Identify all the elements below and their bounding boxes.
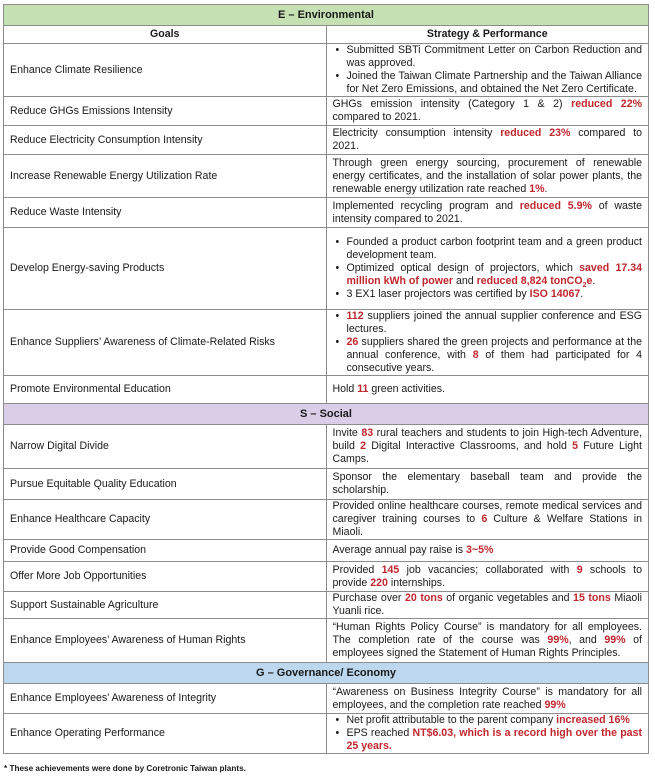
section-header-social xyxy=(4,404,649,425)
strategy-cell xyxy=(326,155,649,198)
highlight-value: NT$6.03, which is a record high over the past 25 years. xyxy=(346,727,642,752)
strategy-text: Culture & Welfare Stations in Miaoli. xyxy=(332,513,642,538)
strategy-text: Electricity consumption intensity xyxy=(332,127,501,139)
table-row xyxy=(4,469,649,500)
strategy-text: “Awareness on Business Integrity Course” is mandatory for all employees, and the completion rate reached xyxy=(332,685,642,711)
strategy-text: . xyxy=(544,182,548,195)
highlight-value: reduced 8,824 tonCO xyxy=(476,275,583,287)
goal-cell: Reduce Waste Intensity xyxy=(4,198,327,228)
table-row xyxy=(4,198,649,228)
strategy-text: Invite xyxy=(332,427,362,439)
highlight-value: 8 xyxy=(472,349,479,361)
bullet-item xyxy=(333,727,643,753)
goal-cell: Offer More Job Opportunities xyxy=(4,562,327,592)
strategy-text: of them had participated for 4 consecutive years. xyxy=(346,349,643,374)
strategy-text: suppliers shared the green projects and performance at the annual conference, with xyxy=(346,336,642,361)
goal-cell: Enhance Healthcare Capacity xyxy=(4,500,327,540)
strategy-text: schools to provide xyxy=(332,563,642,589)
section-header-environmental xyxy=(4,5,649,26)
highlight-value: 99% xyxy=(604,634,626,646)
footnote: * These achievements were done by Coretronic Taiwan plants. xyxy=(4,764,246,773)
strategy-text: internships. xyxy=(387,576,446,589)
strategy-text: rural teachers and students to join High-tech Adventure, build xyxy=(332,427,642,452)
table-row xyxy=(4,155,649,198)
highlight-value: 26 xyxy=(346,336,359,348)
section-header-governance xyxy=(4,663,649,684)
highlight-value: 3~5% xyxy=(466,544,494,556)
highlight-value: 11 xyxy=(357,383,369,395)
strategy-text: Through green energy sourcing, procurement of renewable energy certificates, and the installation of solar power plants, the renewable energy utilization rate reached xyxy=(332,156,642,195)
bullet-item xyxy=(333,288,643,301)
strategy-cell xyxy=(326,619,649,663)
strategy-text: Miaoli Yuanli rice. xyxy=(332,592,642,617)
table-row xyxy=(4,562,649,592)
strategy-text: of employees signed the Statement of Human Rights Principles. xyxy=(332,634,642,659)
strategy-text: Implemented recycling program and xyxy=(332,199,520,212)
bullet-item xyxy=(333,310,643,336)
highlight-value: 9 xyxy=(576,563,583,576)
goal-cell: Provide Good Compensation xyxy=(4,540,327,562)
highlight-value: saved 17.34 million kWh of power xyxy=(346,262,642,287)
strategy-text: and xyxy=(453,275,477,287)
highlight-value: 99% xyxy=(547,634,569,646)
table-row xyxy=(4,126,649,155)
table-row xyxy=(4,684,649,714)
highlight-value: ISO 14067 xyxy=(529,288,581,300)
goals-header: Goals xyxy=(4,26,327,44)
goal-cell: Increase Renewable Energy Utilization Rate xyxy=(4,155,327,198)
strategy-cell xyxy=(326,425,649,469)
bullet-item xyxy=(333,336,643,375)
goal-cell: Enhance Suppliers’ Awareness of Climate-Related Risks xyxy=(4,310,327,376)
goal-cell: Enhance Employees’ Awareness of Human Rights xyxy=(4,619,327,663)
strategy-text: Average annual pay raise is xyxy=(332,544,466,556)
highlight-value: reduced 22% xyxy=(571,98,643,110)
table-row xyxy=(4,44,649,97)
table-row xyxy=(4,376,649,404)
column-headers xyxy=(4,26,649,44)
goal-cell: Promote Environmental Education xyxy=(4,376,327,404)
highlight-value: 2 xyxy=(360,440,366,452)
strategy-text: Provided online healthcare courses, remote medical services and caregiver training courses to xyxy=(332,500,642,525)
highlight-value: reduced 23% xyxy=(500,127,571,139)
strategy-text: , and xyxy=(568,634,605,646)
strategy-text: compared to 2021. xyxy=(332,127,642,152)
highlight-value: e xyxy=(586,275,593,287)
strategy-cell: Sponsor the elementary baseball team and provide the scholarship. xyxy=(326,469,649,500)
highlight-value: 220 xyxy=(370,576,388,589)
strategy-cell xyxy=(326,684,649,714)
table-row xyxy=(4,619,649,663)
strategy-header: Strategy & Performance xyxy=(326,26,649,44)
strategy-cell xyxy=(326,562,649,592)
section-title: S – Social xyxy=(4,404,649,425)
table-row xyxy=(4,500,649,540)
strategy-cell xyxy=(326,376,649,404)
highlight-subscript: 2 xyxy=(582,282,587,290)
table-row xyxy=(4,310,649,376)
highlight-value: 6 xyxy=(481,513,488,525)
highlight-value: 1% xyxy=(529,182,545,195)
highlight-value: 112 xyxy=(346,310,364,322)
strategy-cell xyxy=(326,500,649,540)
highlight-value: reduced 5.9% xyxy=(519,199,592,212)
strategy-cell xyxy=(326,97,649,126)
strategy-text: Future Light Camps. xyxy=(332,440,642,465)
goal-cell: Narrow Digital Divide xyxy=(4,425,327,469)
strategy-text: “Human Rights Policy Course” is mandatory for all employees. The completion rate of the course was xyxy=(332,621,642,646)
goal-cell: Pursue Equitable Quality Education xyxy=(4,469,327,500)
strategy-text: GHGs emission intensity (Category 1 & 2) xyxy=(332,98,572,110)
strategy-cell xyxy=(326,126,649,155)
section-title: G – Governance/ Economy xyxy=(4,663,649,684)
strategy-text: Provided xyxy=(332,563,382,576)
strategy-cell xyxy=(326,228,649,310)
bullet-item xyxy=(333,262,643,288)
highlight-value: 83 xyxy=(361,427,374,439)
highlight-value: 20 tons xyxy=(405,592,443,604)
goal-cell: Enhance Employees’ Awareness of Integrity xyxy=(4,684,327,714)
strategy-text: 3 EX1 laser projectors was certified by xyxy=(346,288,530,300)
table-row xyxy=(4,425,649,469)
strategy-cell xyxy=(326,310,649,376)
strategy-cell xyxy=(326,714,649,754)
table-row xyxy=(4,540,649,562)
highlight-value: 99% xyxy=(544,698,566,711)
achievements-table xyxy=(3,4,649,754)
goal-cell: Support Sustainable Agriculture xyxy=(4,592,327,619)
highlight-value: increased 16% xyxy=(556,714,630,726)
table-row xyxy=(4,714,649,754)
table-row xyxy=(4,97,649,126)
highlight-value: 5 xyxy=(572,440,578,452)
highlight-value: 145 xyxy=(381,563,400,576)
table-row xyxy=(4,592,649,619)
goal-cell: Reduce Electricity Consumption Intensity xyxy=(4,126,327,155)
strategy-text: Net profit attributable to the parent company xyxy=(346,714,557,726)
strategy-text: compared to 2021. xyxy=(332,111,421,123)
strategy-text: EPS reached xyxy=(346,727,413,739)
bullet-item xyxy=(333,714,643,727)
goal-cell: Develop Energy-saving Products xyxy=(4,228,327,310)
bullet-item: • Founded a product carbon footprint team and a green product development team. xyxy=(333,236,643,262)
bullet-item: • Submitted SBTi Commitment Letter on Carbon Reduction and was approved. xyxy=(333,44,643,70)
strategy-cell xyxy=(326,540,649,562)
strategy-text: Digital Interactive Classrooms, and hold xyxy=(366,440,573,452)
table-row xyxy=(4,228,649,310)
strategy-cell xyxy=(326,198,649,228)
section-title: E – Environmental xyxy=(4,5,649,26)
strategy-text: green activities. xyxy=(368,383,445,395)
strategy-text: of organic vegetables and xyxy=(442,592,574,604)
goal-cell: Enhance Climate Resilience xyxy=(4,44,327,97)
bullet-item: • Joined the Taiwan Climate Partnership and the Taiwan Alliance for Net Zero Emissions, and obtained the Net Zero Certificate. xyxy=(333,70,643,96)
strategy-text: . xyxy=(580,288,584,300)
goal-cell: Enhance Operating Performance xyxy=(4,714,327,754)
strategy-cell xyxy=(326,44,649,97)
goal-cell: Reduce GHGs Emissions Intensity xyxy=(4,97,327,126)
strategy-text: . xyxy=(592,275,596,287)
strategy-text: Hold xyxy=(332,383,358,395)
strategy-text: suppliers joined the annual supplier conference and ESG lectures. xyxy=(346,310,642,335)
strategy-text: Purchase over xyxy=(332,592,405,604)
strategy-cell xyxy=(326,592,649,619)
strategy-text: job vacancies; collaborated with xyxy=(399,563,577,576)
strategy-text: Optimized optical design of projectors, which xyxy=(346,262,580,274)
highlight-value: 15 tons xyxy=(573,592,611,604)
strategy-text: of waste intensity compared to 2021. xyxy=(332,199,642,225)
